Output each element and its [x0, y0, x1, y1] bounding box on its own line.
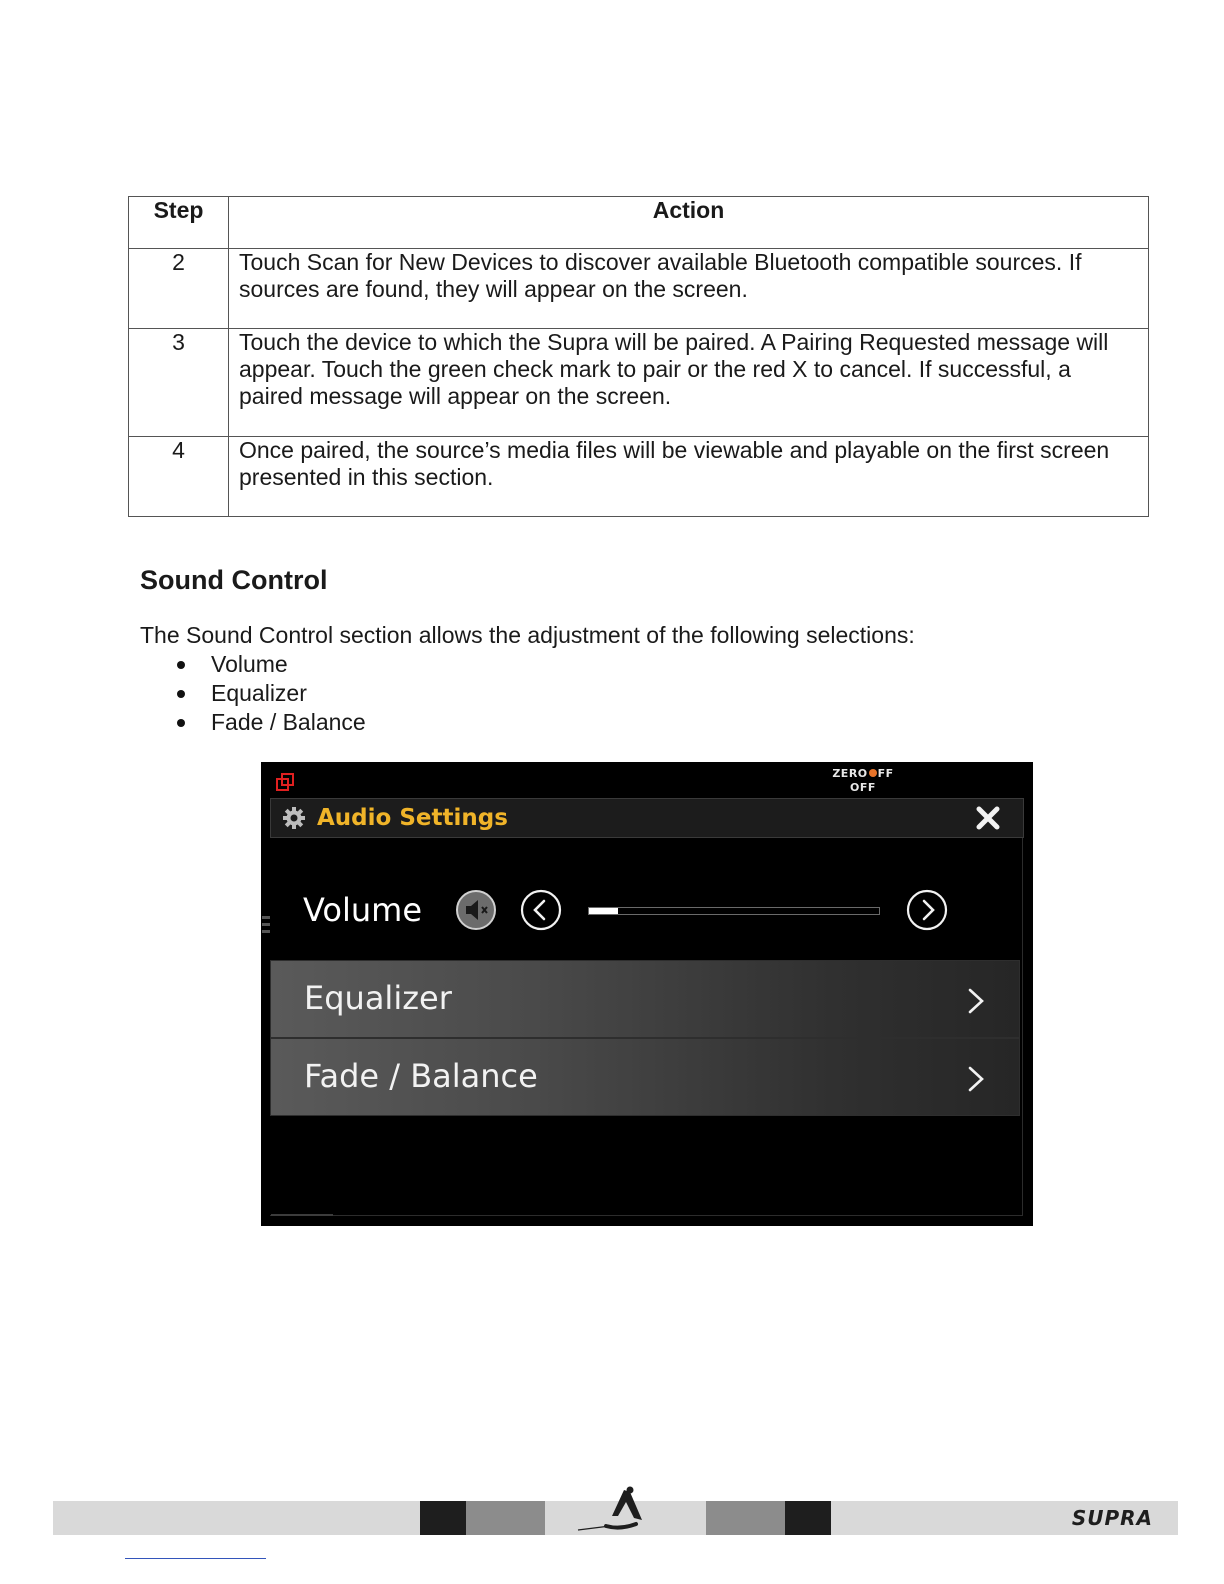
side-grip-icon[interactable] — [262, 916, 270, 937]
step-number: 2 — [129, 249, 229, 329]
step-number: 3 — [129, 329, 229, 437]
table-row — [129, 249, 1149, 329]
volume-slider-fill — [589, 908, 618, 914]
footer-block — [785, 1501, 831, 1535]
chevron-right-icon — [967, 987, 985, 1015]
list-item: Equalizer — [172, 679, 366, 708]
header-step: Step — [129, 197, 229, 249]
footer-link-rule — [125, 1558, 266, 1559]
equalizer-label: Equalizer — [304, 979, 452, 1017]
zero-off-state: OFF — [850, 781, 876, 794]
footer-block — [466, 1501, 545, 1535]
volume-down-icon[interactable] — [520, 889, 562, 931]
selection-list — [172, 650, 366, 737]
bottom-indicator — [271, 1214, 333, 1216]
list-item: Volume — [172, 650, 366, 679]
footer-block — [706, 1501, 785, 1535]
volume-up-icon[interactable] — [906, 889, 948, 931]
audio-settings-title: Audio Settings — [317, 805, 508, 831]
table-row — [129, 329, 1149, 437]
header-action: Action — [229, 197, 1149, 249]
equalizer-menu-item[interactable] — [270, 960, 1020, 1038]
zero-off-indicator[interactable] — [821, 767, 905, 795]
footer-block — [420, 1501, 466, 1535]
section-intro: The Sound Control section allows the adjustment of the following selections: — [140, 622, 915, 648]
step-number: 4 — [129, 437, 229, 517]
fade-balance-menu-item[interactable] — [270, 1038, 1020, 1116]
audio-settings-screenshot — [261, 762, 1033, 1226]
volume-label: Volume — [303, 891, 423, 929]
close-icon[interactable] — [975, 805, 1001, 831]
steps-table — [128, 196, 1149, 517]
fade-balance-label: Fade / Balance — [304, 1057, 538, 1095]
step-action: Once paired, the source’s media files will be viewable and playable on the first screen presented in this section. — [229, 437, 1149, 517]
status-dot-icon — [869, 769, 877, 777]
section-title: Sound Control — [140, 565, 328, 595]
step-action: Touch the device to which the Supra will be paired. A Pairing Requested message will appear. Touch the green check mark to pair or the red X to cancel. If successful, a paired message will appear on the screen. — [229, 329, 1149, 437]
mute-icon[interactable] — [455, 889, 497, 931]
zero-off-brand-tail: FF — [877, 767, 894, 780]
table-row — [129, 437, 1149, 517]
wakeboarder-logo-icon — [576, 1486, 660, 1536]
zero-off-brand: ZERO — [832, 767, 868, 780]
table-header-row — [129, 197, 1149, 249]
audio-settings-header — [270, 798, 1024, 838]
gear-icon — [282, 806, 306, 830]
list-item: Fade / Balance — [172, 708, 366, 737]
window-switch-icon[interactable] — [275, 772, 295, 792]
chevron-right-icon — [967, 1065, 985, 1093]
volume-slider[interactable] — [588, 907, 880, 915]
step-action: Touch Scan for New Devices to discover available Bluetooth compatible sources. If sources are found, they will appear on the screen. — [229, 249, 1149, 329]
brand-logo: SUPRA — [1071, 1506, 1153, 1530]
